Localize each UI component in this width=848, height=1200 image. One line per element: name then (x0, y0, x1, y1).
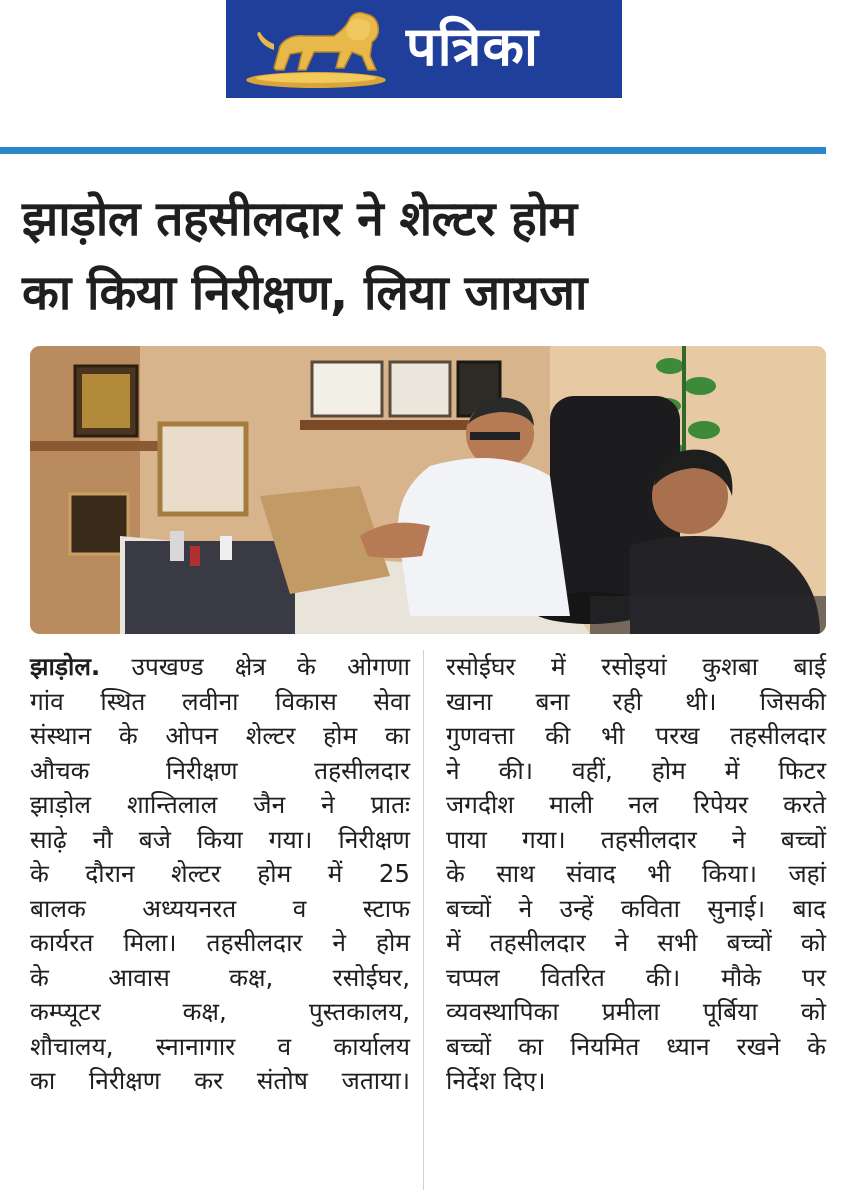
article-headline (22, 182, 822, 330)
body-line: झाड़ोल शान्तिलाल जैन ने प्रातः (30, 790, 410, 819)
headline-line: झाड़ोल तहसीलदार ने शेल्टर होम (22, 191, 577, 247)
body-line: रसोईघर में रसोइयां कुशबा बाई (446, 652, 826, 681)
masthead-divider-rule (0, 147, 826, 154)
body-line: औचक निरीक्षण तहसीलदार (30, 755, 410, 785)
body-line: गांव स्थित लवीना विकास सेवा (30, 686, 410, 716)
body-line: व्यवस्थापिका प्रमीला पूर्बिया को (446, 997, 826, 1026)
body-line: कम्प्यूटर कक्ष, पुस्तकालय, (30, 997, 410, 1026)
headline-line: का किया निरीक्षण, लिया जायजा (22, 265, 587, 321)
article-body-right-column (446, 650, 826, 1099)
body-line: साढ़े नौ बजे किया गया। निरीक्षण (30, 824, 410, 854)
body-line: निर्देश दिए। (446, 1066, 546, 1095)
body-line: के साथ संवाद भी किया। जहां (446, 859, 826, 888)
body-line: के दौरान शेल्टर होम में 25 (30, 859, 410, 888)
body-line: चप्पल वितरित की। मौके पर (446, 962, 826, 992)
masthead-banner (226, 0, 622, 98)
article-body-left-column (30, 650, 410, 1099)
column-divider (423, 650, 424, 1190)
newspaper-brand-title: पत्रिका (406, 15, 539, 78)
article-photo (30, 346, 826, 634)
body-line: बच्चों का नियमित ध्यान रखने के (446, 1031, 826, 1061)
body-line: बच्चों ने उन्हें कविता सुनाई। बाद (446, 893, 826, 923)
body-line: में तहसीलदार ने सभी बच्चों को (446, 928, 826, 957)
body-line: शौचालय, स्नानागार व कार्यालय (30, 1031, 410, 1061)
body-line: का निरीक्षण कर संतोष जताया। (30, 1066, 410, 1095)
body-line: पाया गया। तहसीलदार ने बच्चों (446, 824, 826, 854)
body-line: के आवास कक्ष, रसोईघर, (30, 962, 410, 992)
body-line: संस्थान के ओपन शेल्टर होम का (30, 721, 410, 750)
body-line: ने की। वहीं, होम में फिटर (446, 755, 826, 785)
article-dateline: झाड़ोल. (30, 652, 101, 681)
body-line: जगदीश माली नल रिपेयर करते (446, 790, 826, 819)
body-line: बालक अध्ययनरत व स्टाफ (30, 893, 410, 923)
body-line: कार्यरत मिला। तहसीलदार ने होम (30, 928, 410, 957)
body-line: झाड़ोल. उपखण्ड क्षेत्र के ओगणा (30, 652, 410, 681)
lion-emblem-icon (244, 6, 394, 92)
body-line: गुणवत्ता की भी परख तहसीलदार (446, 721, 826, 750)
body-line: खाना बना रही थी। जिसकी (446, 686, 826, 716)
